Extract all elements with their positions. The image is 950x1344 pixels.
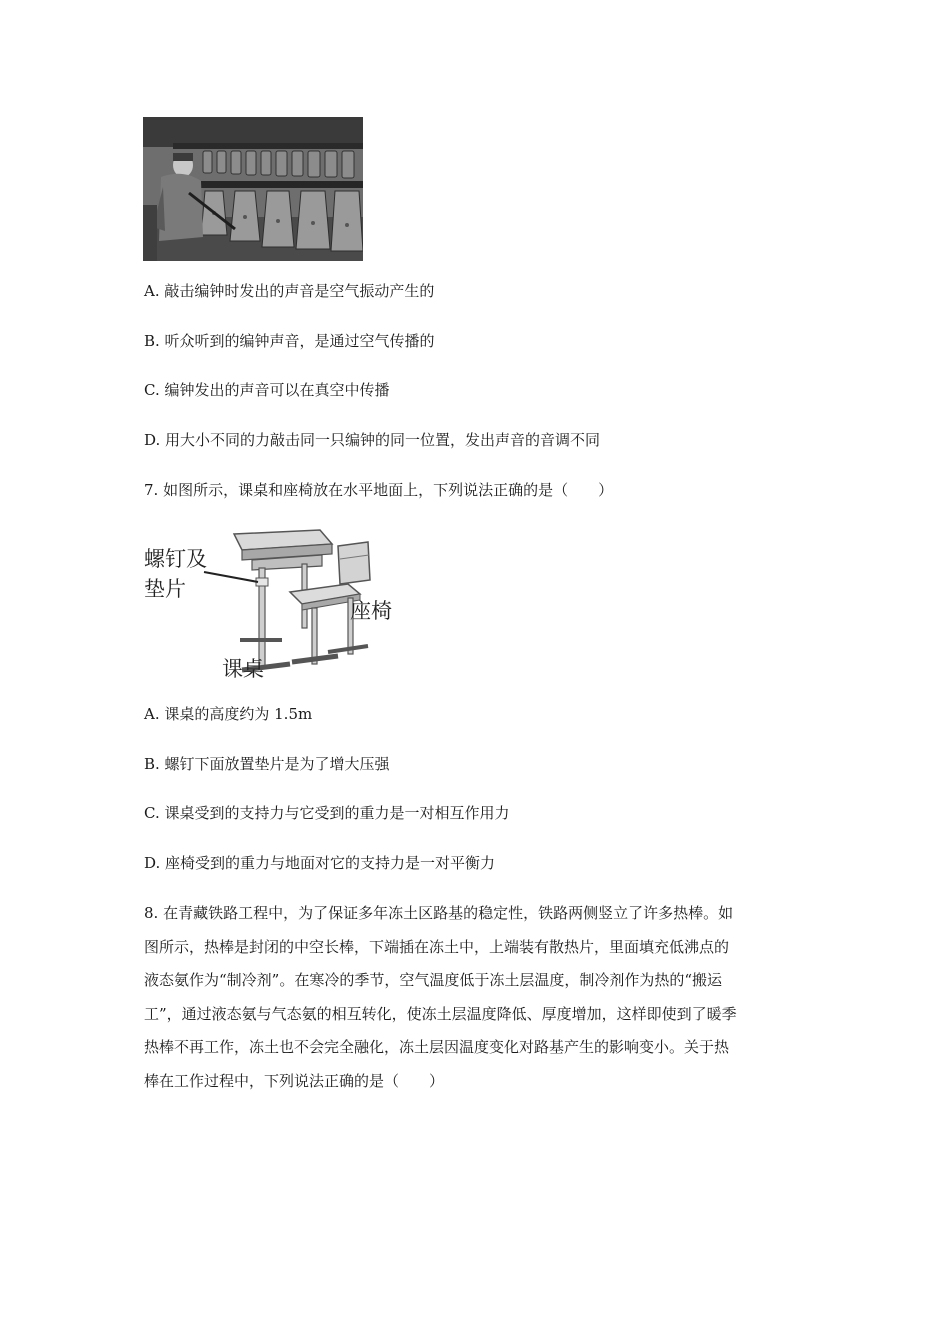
q7-option-b: B. 螺钉下面放置垫片是为了增大压强 — [144, 755, 390, 773]
q6-option-d: D. 用大小不同的力敲击同一只编钟的同一位置，发出声音的音调不同 — [144, 431, 601, 449]
q7-option-c: C. 课桌受到的支持力与它受到的重力是一对相互作用力 — [144, 804, 510, 822]
bianzhong-photo — [143, 117, 363, 261]
label-screw-line1: 螺钉及 — [144, 547, 207, 571]
label-desk: 课桌 — [222, 657, 264, 681]
q8-paragraph — [144, 897, 808, 1098]
q8-line: 工”，通过液态氨与气态氨的相互转化，使冻土层温度降低、厚度增加，这样即使到了暖季 — [144, 1004, 737, 1023]
q7-option-d: D. 座椅受到的重力与地面对它的支持力是一对平衡力 — [144, 854, 496, 872]
q7-stem: 7. 如图所示，课桌和座椅放在水平地面上，下列说法正确的是（ ） — [144, 481, 614, 499]
label-screw-line2: 垫片 — [144, 577, 186, 601]
q8-line: 热棒不再工作，冻土也不会完全融化，冻土层因温度变化对路基产生的影响变小。关于热 — [144, 1038, 730, 1056]
desk-chair-figure — [142, 524, 402, 684]
q8-line: 棒在工作过程中，下列说法正确的是（ ） — [144, 1071, 445, 1090]
q8-line: 8. 在青藏铁路工程中，为了保证多年冻土区路基的稳定性，铁路两侧竖立了许多热棒。如 — [144, 904, 734, 922]
q7-option-a: A. 课桌的高度约为 1.5m — [144, 705, 313, 723]
q6-option-c: C. 编钟发出的声音可以在真空中传播 — [144, 381, 390, 399]
q8-line: 液态氨作为“制冷剂”。在寒冷的季节，空气温度低于冻土层温度，制冷剂作为热的“搬运 — [144, 971, 723, 989]
q6-option-a: A. 敲击编钟时发出的声音是空气振动产生的 — [144, 282, 435, 300]
q8-line: 图所示，热棒是封闭的中空长棒，下端插在冻土中，上端装有散热片，里面填充低沸点的 — [144, 937, 730, 956]
label-chair: 座椅 — [350, 599, 392, 623]
q6-option-b: B. 听众听到的编钟声音，是通过空气传播的 — [144, 332, 435, 350]
